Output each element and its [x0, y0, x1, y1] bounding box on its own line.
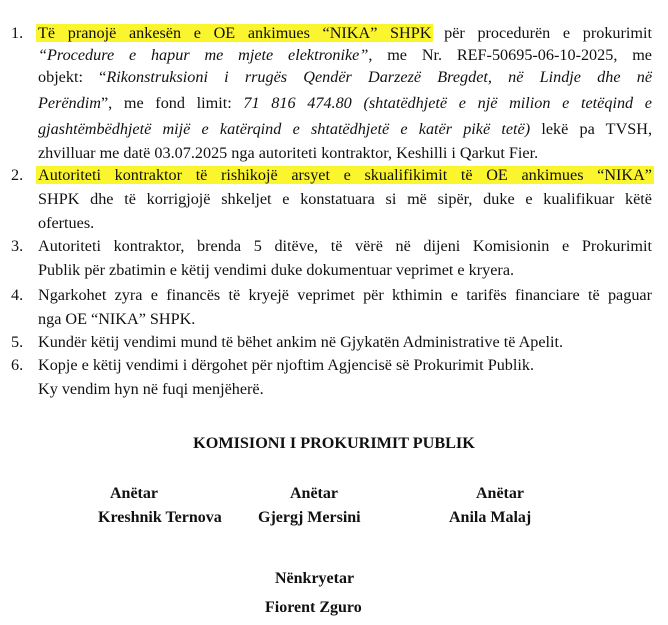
member-name: Anila Malaj	[449, 509, 532, 526]
highlighted-text: Të pranojë ankesën e OE ankimues “NIKA” SHPK	[38, 24, 432, 42]
member-role: Anëtar	[476, 485, 524, 502]
deputy-name: Fiorent Zguro	[265, 599, 362, 616]
item-line: Perëndim”, me fond limit: 71 816 474.80 (shtatëdhjetë e një milion e tetëqind e	[38, 94, 652, 112]
item-line	[38, 166, 652, 185]
member-role: Anëtar	[290, 485, 338, 502]
item-line: zhvilluar me datë 03.07.2025 nga autoriteti kontraktor, Keshilli i Qarkut Fier.	[38, 144, 539, 162]
item-line: SHPK dhe të korrigjojë shkeljet e konstatuara si më sipër, duke e kualifikuar këtë	[38, 190, 652, 208]
item-line: objekt: “Rikonstruksioni i rrugës Qendër Darzezë Bregdet, në Lindje dhe në	[38, 68, 652, 86]
item-number: 2.	[11, 166, 24, 184]
member-name: Kreshnik Ternova	[98, 509, 222, 526]
item-number: 1.	[11, 24, 24, 42]
item-line: Kopje e këtij vendimi i dërgohet për njoftim Agjencisë së Prokurimit Publik.	[38, 356, 535, 374]
item-line: Autoriteti kontraktor, brenda 5 ditëve, të vërë në dijeni Komisionin e Prokurimit	[38, 237, 652, 255]
commission-title: KOMISIONI I PROKURIMIT PUBLIK	[193, 434, 475, 452]
item-line: Të pranojë ankesën e OE ankimues “NIKA” SHPK për procedurën e prokurimit	[38, 24, 652, 42]
item-line: gjashtëmbëdhjetë mijë e katërqind e shtatëdhjetë e katër pikë tetë) lekë pa TVSH,	[38, 120, 653, 138]
item-number: 6.	[11, 356, 24, 374]
item-number: 5.	[11, 333, 24, 351]
item-number: 4.	[11, 286, 24, 304]
item-number: 3.	[11, 237, 24, 255]
item-line: Kundër këtij vendimi mund të bëhet ankim në Gjykatën Administrative të Apelit.	[38, 333, 564, 351]
deputy-role: Nënkryetar	[275, 570, 355, 587]
item-line: ofertues.	[38, 214, 95, 232]
item-line: Ky vendim hyn në fuqi menjëherë.	[38, 380, 264, 398]
item-line: nga OE “NIKA” SHPK.	[38, 310, 196, 328]
item-line: “Procedure e hapur me mjete elektronike”, me Nr. REF-50695-06-10-2025, me	[38, 46, 652, 64]
member-role: Anëtar	[110, 485, 158, 502]
member-name: Gjergj Mersini	[258, 509, 361, 526]
highlighted-text: Autoriteti kontraktor të rishikojë arsyet e skualifikimit të OE ankimues “NIKA”	[38, 166, 652, 184]
item-line: Publik për zbatimin e këtij vendimi duke dokumentuar veprimet e kryera.	[38, 261, 515, 279]
item-line: Ngarkohet zyra e financës të kryejë veprimet për kthimin e tarifës financiare të paguar	[38, 286, 652, 304]
